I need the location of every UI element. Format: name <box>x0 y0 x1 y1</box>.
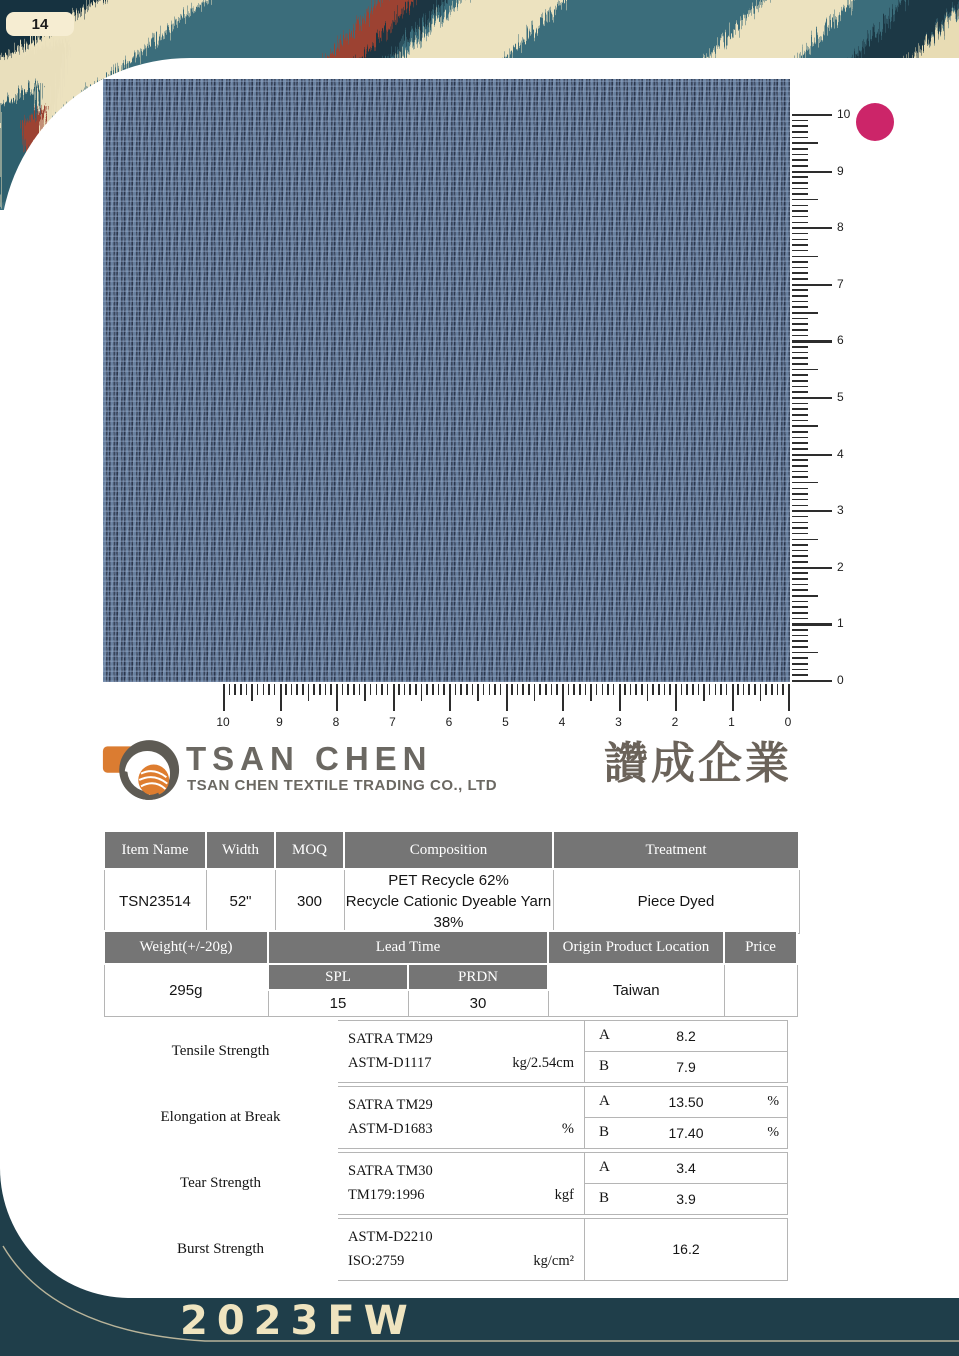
horizontal-ruler: 10 9 8 7 6 5 4 3 2 1 0 <box>223 684 793 728</box>
test-method-2: TM179:1996 <box>348 1186 425 1203</box>
col-header-lead-time: Lead Time <box>268 931 548 964</box>
test-row-tensile <box>103 1019 788 1083</box>
col-header-item-name: Item Name <box>104 831 206 869</box>
col-header-weight: Weight(+/-20g) <box>104 931 268 964</box>
col-header-width: Width <box>206 831 275 869</box>
fabric-swatch <box>103 79 790 682</box>
result-a-label: A <box>585 1152 640 1183</box>
result-a-label: A <box>585 1086 640 1117</box>
test-method-2: ASTM-D1683 <box>348 1120 433 1137</box>
test-method-2: ASTM-D1117 <box>348 1054 432 1071</box>
brand-chinese-name: 讚成企業 <box>604 738 792 789</box>
test-method-1: SATRA TM30 <box>348 1162 433 1179</box>
test-method-2: ISO:2759 <box>348 1252 405 1269</box>
test-row-burst <box>103 1217 788 1281</box>
moq-value: 300 <box>275 869 344 934</box>
result-a-value: 3.4 <box>639 1152 733 1183</box>
page-number: 14 <box>31 15 49 33</box>
item-name-value: TSN23514 <box>104 869 206 934</box>
test-row-elongation <box>103 1085 788 1149</box>
vertical-ruler: 10 9 8 7 6 5 4 3 2 1 0 <box>792 114 852 684</box>
col-header-origin: Origin Product Location <box>548 931 724 964</box>
test-method-1: SATRA TM29 <box>348 1030 433 1047</box>
prdn-value: 30 <box>408 990 548 1016</box>
col-header-treatment: Treatment <box>553 831 799 869</box>
test-name: Tear Strength <box>104 1152 337 1214</box>
result-b-value: 17.40 <box>639 1117 733 1148</box>
result-a-value: 8.2 <box>639 1020 733 1051</box>
result-a-unit: % <box>733 1086 788 1117</box>
col-header-moq: MOQ <box>275 831 344 869</box>
result-b-unit <box>733 1051 788 1082</box>
test-row-tear <box>103 1151 788 1215</box>
result-b-unit <box>733 1183 788 1214</box>
season-logo: 2023FW <box>180 1298 417 1344</box>
test-unit: kg/cm² <box>533 1252 574 1269</box>
result-a-unit <box>733 1020 788 1051</box>
result-a-label: A <box>585 1020 640 1051</box>
result-b-label: B <box>585 1183 640 1214</box>
result-a-unit <box>733 1152 788 1183</box>
width-value: 52" <box>206 869 275 934</box>
result-a-value: 13.50 <box>639 1086 733 1117</box>
brand-subtitle: TSAN CHEN TEXTILE TRADING CO., LTD <box>187 777 498 794</box>
col-header-composition: Composition <box>344 831 553 869</box>
company-logo-icon <box>102 735 180 810</box>
color-pin-dot <box>856 103 894 141</box>
test-method-1: SATRA TM29 <box>348 1096 433 1113</box>
result-b-label: B <box>585 1051 640 1082</box>
treatment-value: Piece Dyed <box>553 869 799 934</box>
spec-table-secondary <box>103 930 798 1017</box>
test-method-cell <box>337 1218 585 1280</box>
weight-value: 295g <box>104 964 268 1016</box>
test-method-cell <box>337 1086 585 1148</box>
test-name: Tensile Strength <box>104 1020 337 1082</box>
subcol-header-prdn: PRDN <box>408 964 548 990</box>
test-method-cell <box>337 1152 585 1214</box>
result-b-label: B <box>585 1117 640 1148</box>
test-unit: kg/2.54cm <box>512 1054 574 1071</box>
price-value <box>724 964 797 1016</box>
test-unit: % <box>561 1120 574 1137</box>
result-b-value: 7.9 <box>639 1051 733 1082</box>
spl-value: 15 <box>268 990 408 1016</box>
result-b-unit: % <box>733 1117 788 1148</box>
test-method-cell <box>337 1020 585 1082</box>
brand-name: TSAN CHEN <box>186 740 433 777</box>
spec-table-main <box>103 830 800 934</box>
result-value: 16.2 <box>585 1218 788 1280</box>
composition-line-2: Recycle Cationic Dyeable Yarn 38% <box>345 893 552 931</box>
test-method-1: ASTM-D2210 <box>348 1228 433 1245</box>
result-b-value: 3.9 <box>639 1183 733 1214</box>
test-name: Burst Strength <box>104 1218 337 1280</box>
test-name: Elongation at Break <box>104 1086 337 1148</box>
origin-value: Taiwan <box>548 964 724 1016</box>
col-header-price: Price <box>724 931 797 964</box>
composition-value <box>344 869 553 934</box>
composition-line-1: PET Recycle 62% <box>388 872 509 889</box>
page-number-tab <box>6 12 74 36</box>
test-unit: kgf <box>554 1186 574 1203</box>
subcol-header-spl: SPL <box>268 964 408 990</box>
